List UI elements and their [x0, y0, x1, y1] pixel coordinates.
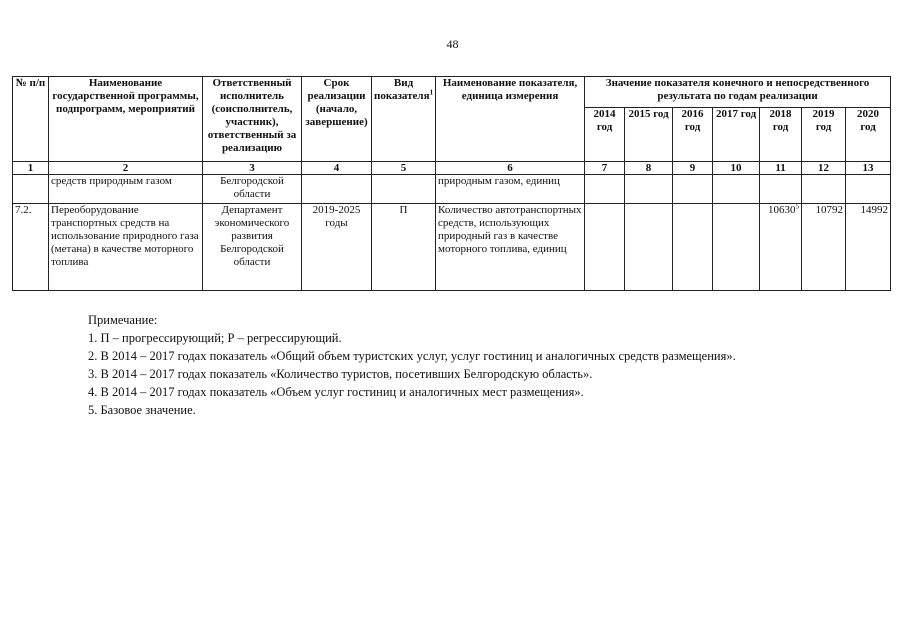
- table-row: [13, 204, 891, 291]
- row-executor: Белгородской области: [203, 175, 302, 204]
- header-year: 2019 год: [802, 108, 846, 162]
- column-number: 4: [302, 162, 372, 175]
- notes-section: [88, 311, 736, 419]
- row-value: [585, 204, 625, 291]
- row-term: [302, 175, 372, 204]
- header-kind: Вид показателя$^1$: [372, 77, 436, 162]
- notes-title: Примечание:: [88, 313, 158, 327]
- row-value: [625, 175, 673, 204]
- row-kind: П: [372, 204, 436, 291]
- table-row: [13, 175, 891, 204]
- row-name: Переоборудование транспортных средств на использование природного газа (метана) в качестве моторного топлива: [49, 204, 203, 291]
- header-year: 2020 год: [846, 108, 891, 162]
- column-number: 3: [203, 162, 302, 175]
- page-number: 48: [446, 37, 459, 51]
- column-number: 7: [585, 162, 625, 175]
- row-value: [802, 175, 846, 204]
- column-number: 10: [713, 162, 760, 175]
- row-value: [713, 175, 760, 204]
- column-number: 5: [372, 162, 436, 175]
- column-number: 9: [673, 162, 713, 175]
- row-num: 7.2.: [13, 204, 49, 291]
- row-value-2018: 10630$^5$: [760, 204, 802, 291]
- row-kind: [372, 175, 436, 204]
- row-indicator: Количество автотранспортных средств, использующих природный газ в качестве моторного топлива, единиц: [436, 204, 585, 291]
- row-value: [673, 204, 713, 291]
- header-year: 2018 год: [760, 108, 802, 162]
- row-value: [585, 175, 625, 204]
- note-item: 3. В 2014 – 2017 годах показатель «Количество туристов, посетивших Белгородскую область».: [88, 367, 593, 381]
- row-value: [625, 204, 673, 291]
- column-number: 6: [436, 162, 585, 175]
- base-value-footnote: 5: [795, 203, 800, 211]
- indicator-table: [12, 76, 891, 291]
- row-value: 10792: [802, 204, 846, 291]
- row-value: [713, 204, 760, 291]
- note-item: 1. П – прогрессирующий; Р – регрессирующий.: [88, 331, 342, 345]
- row-value: [846, 175, 891, 204]
- row-indicator: природным газом, единиц: [436, 175, 585, 204]
- note-item: 5. Базовое значение.: [88, 403, 196, 417]
- column-number: 2: [49, 162, 203, 175]
- column-number: 8: [625, 162, 673, 175]
- header-name: Наименование государственной программы, подпрограмм, мероприятий: [49, 77, 203, 162]
- row-num: [13, 175, 49, 204]
- header-kind-footnote: 1: [429, 88, 434, 97]
- header-values-group: Значение показателя конечного и непосредственного результата по годам реализации: [585, 77, 891, 108]
- note-item: 2. В 2014 – 2017 годах показатель «Общий объем туристских услуг, услуг гостиниц и аналогичных средств размещения».: [88, 349, 736, 363]
- header-year: 2015 год: [625, 108, 673, 162]
- row-value: [760, 175, 802, 204]
- column-number: 1: [13, 162, 49, 175]
- row-name: средств природным газом: [49, 175, 203, 204]
- column-number: 12: [802, 162, 846, 175]
- note-item: 4. В 2014 – 2017 годах показатель «Объем услуг гостиниц и аналогичных мест размещения».: [88, 385, 584, 399]
- row-value: [673, 175, 713, 204]
- header-term: Срок реализации (начало, завершение): [302, 77, 372, 162]
- row-term: 2019-2025 годы: [302, 204, 372, 291]
- column-number-row: [13, 162, 891, 175]
- column-number: 13: [846, 162, 891, 175]
- header-year: 2016 год: [673, 108, 713, 162]
- header-year: 2017 год: [713, 108, 760, 162]
- header-num: № п/п: [13, 77, 49, 162]
- header-indicator: Наименование показателя, единица измерения: [436, 77, 585, 162]
- column-number: 11: [760, 162, 802, 175]
- header-year: 2014 год: [585, 108, 625, 162]
- header-executor: Ответственный исполнитель (соисполнитель, участник), ответственный за реализацию: [203, 77, 302, 162]
- row-executor: Департамент экономического развития Белгородской области: [203, 204, 302, 291]
- row-value: 14992: [846, 204, 891, 291]
